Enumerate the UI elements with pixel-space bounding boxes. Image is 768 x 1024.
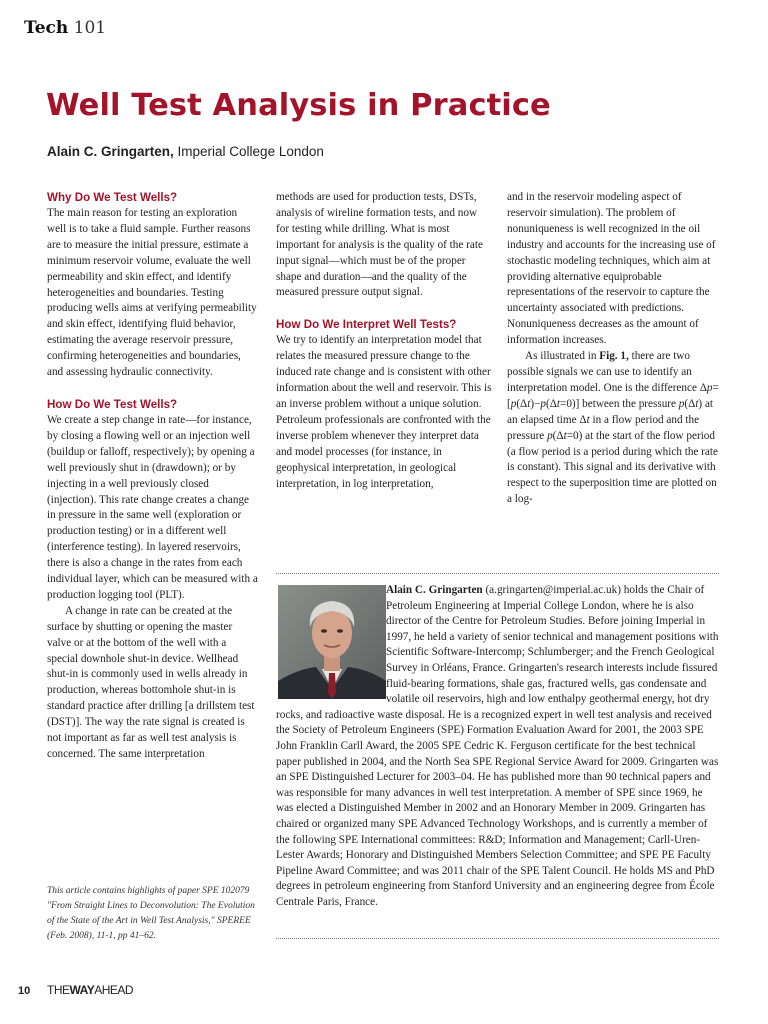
- author-photo: [278, 585, 386, 699]
- divider-top: [276, 573, 719, 574]
- heading-how-test: How Do We Test Wells?: [47, 397, 178, 411]
- section-label: [24, 18, 106, 38]
- figure-ref[interactable]: Fig. 1,: [599, 350, 629, 363]
- source-note: This article contains highlights of paper SPE 102079 "From Straight Lines to Deconvolution: The Evolution of the State of the Art in Well Test Analysis," SPEREE (Feb. 2008), 11-1, pp 41–62.: [47, 886, 255, 941]
- paragraph: and in the reservoir modeling aspect of reservoir simulation). The problem of nonuniqueness is well recognized in the oil industry and accounts for the increasing use of stochastic modeling techniques, which aim at providing alternative equiprobable representations of the reservoir to capture the uncertainty associated with predictions. Nonuniqueness decreases as the amount of information increases.: [507, 191, 716, 347]
- column-2: [276, 190, 492, 492]
- byline: [47, 144, 324, 159]
- magazine-logo: THEWAYAHEAD: [47, 983, 134, 997]
- paragraph: A change in rate can be created at the surface by shutting or opening the master valve or at the bottom of the well with a special downhole shut-in device. Wellhead shut-in is commonly used in wells already in production, whereas bottomhole shut-in is standard practice after drilling [a drillstem test (DST)]. The way the rate signal is created is not important as far as well test analysis is concerned. The same interpretation: [47, 604, 255, 760]
- paragraph: As illustrated in Fig. 1, there are two possible signals we can use to identify an interpretation model. One is the difference Δp=[p(Δt)−p(Δt=0)] between the pressure p(Δt) at an elapsed time Δt in a flow period and the pressure p(Δt=0) at the start of the flow period (a flow period is a period during which the rate is constant). This signal and its derivative with respect to the superposition time are plotted on a log-: [507, 350, 719, 506]
- column-3: [507, 190, 719, 508]
- bio-text: (a.gringarten@imperial.ac.uk) holds the Chair of Petroleum Engineering at Imperial College London, where he is also director of the Centre for Petroleum Studies. Before joining Imperial in 1997, he held a variety of senior technical and management positions with Scientific Software-Intercomp; Schlumberger; and the French Geological Survey in Orléans, France. Gringarten's research interests include fissured fluid-bearing formations, shale gas, fractured wells, gas condensate and volatile oil reservoirs, high and low enthalpy geothermal energy, hot dry rocks, and radioactive waste disposal. He is a recognized expert in well test analysis and received the Society of Petroleum Engineers (SPE) Formation Evaluation Award for 2001, the 2003 SPE John Franklin Carll Award, the 2005 SPE Cedric K. Ferguson certificate for the best technical paper published in 2004, and the North Sea SPE Regional Service Award for 2009. Gringarten was an SPE Distinguished Lecturer for 2003–04. He has published more than 90 technical papers and was responsible for many advances in well test interpretation. A member of SPE since 1969, he was elected a Distinguished Member in 2002 and an Honorary Member in 2009. Gringarten has chaired or organized many SPE Advanced Technology Workshops, and is currently a member of the following SPE International committees: R&D; Information and Management; Carll-Uren-Lester Awards; Honorary and Distinguished Members Selection Committee; and SPE PE Faculty Pipeline Award Committee; and was 2011 chair of the SPE Talent Council. He holds MS and PhD degrees in petroleum engineering from Stanford University and an engineering degree from École Centrale Paris, France.: [276, 584, 719, 908]
- paragraph: methods are used for production tests, DSTs, analysis of wireline formation tests, and now for testing while drilling. What is most important for analysis is the quality of the rate input signal—which must be of the proper shape and duration—and the quality of the measured pressure output signal.: [276, 191, 483, 299]
- section-number: 101: [73, 18, 107, 38]
- column-1: [47, 190, 259, 763]
- paragraph: We try to identify an interpretation model that relates the measured pressure change to the induced rate change and is consistent with other information about the well and reservoir. This is an inverse problem without a unique solution. Petroleum professionals are confronted with the inverse problem whenever they interpret data and model processes (for instance, in geophysical interpretation, in geological interpretation, in log interpretation,: [276, 334, 492, 490]
- paragraph: We create a step change in rate—for instance, by closing a flowing well or an injection well (buildup or falloff, respectively); by opening a well previously shut in (drawdown); or by injecting in a well previously closed (injection). This rate change creates a change in pressure in the same well (exploration or production testing) or in a different well (interference testing). In layered reservoirs, there is also a change in the rates from each individual layer, which can be measured with a production logging tool (PLT).: [47, 413, 258, 601]
- section-name: Tech: [24, 18, 69, 38]
- bio-name: Alain C. Gringarten: [386, 584, 483, 596]
- divider-bottom: [276, 938, 719, 939]
- heading-how-interpret: How Do We Interpret Well Tests?: [276, 318, 457, 332]
- page-number: 10: [18, 985, 31, 997]
- paragraph: The main reason for testing an exploration well is to take a fluid sample. Further reasons are to measure the initial pressure, estimate a minimum reservoir volume, evaluate the well permeability and skin effect, and identify heterogeneities and boundaries. Testing producing wells aims at verifying permeability and skin effect, identifying fluid behavior, estimating the average reservoir pressure, confirming heterogeneities and boundaries, and assessing hydraulic connectivity.: [47, 207, 257, 379]
- article-title: Well Test Analysis in Practice: [46, 88, 551, 123]
- heading-why-test: Why Do We Test Wells?: [47, 191, 178, 204]
- author-name: Alain C. Gringarten,: [47, 144, 174, 159]
- author-affiliation: Imperial College London: [173, 144, 324, 159]
